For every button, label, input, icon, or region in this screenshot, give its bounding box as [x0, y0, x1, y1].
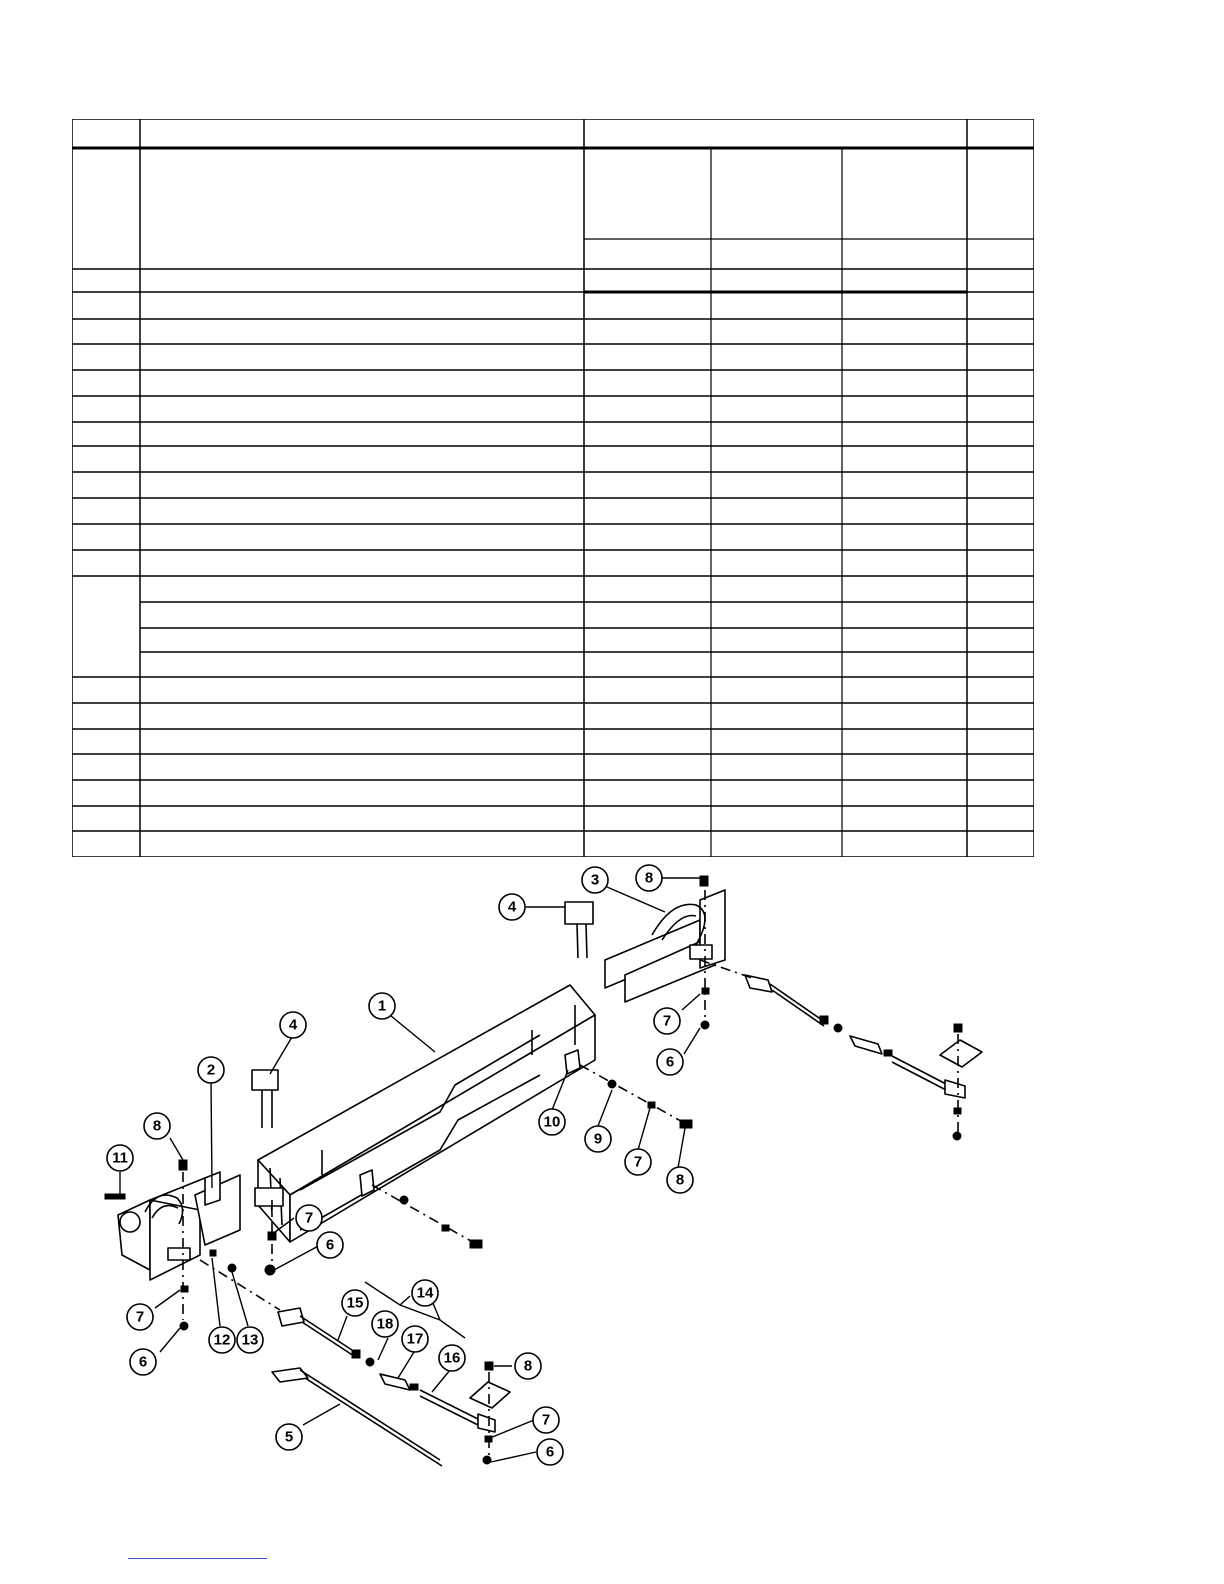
callout-balloon — [198, 1057, 224, 1083]
svg-text:8: 8 — [523, 1357, 533, 1375]
callout-balloon — [130, 1349, 156, 1375]
svg-text:13: 13 — [241, 1331, 259, 1349]
svg-text:7: 7 — [135, 1308, 145, 1326]
callout-balloon — [107, 1145, 133, 1171]
svg-text:2: 2 — [206, 1061, 216, 1079]
callout-balloon — [439, 1345, 465, 1371]
svg-text:9: 9 — [593, 1130, 603, 1148]
callout-balloon — [412, 1280, 438, 1306]
callout-balloon — [144, 1113, 170, 1139]
svg-text:3: 3 — [590, 871, 600, 889]
callout-balloon — [636, 865, 662, 891]
callout-balloon — [657, 1049, 683, 1075]
lifting-handle-left — [252, 1070, 278, 1128]
svg-text:6: 6 — [138, 1353, 148, 1371]
svg-text:8: 8 — [675, 1171, 685, 1189]
exploded-parts-diagram — [0, 860, 1224, 1584]
callout-balloon — [539, 1109, 565, 1135]
svg-text:16: 16 — [443, 1349, 461, 1367]
callout-balloon — [625, 1149, 651, 1175]
footer-link-rule — [128, 1558, 267, 1559]
callout-balloon — [402, 1326, 428, 1352]
lifting-handle-right — [565, 902, 593, 958]
svg-text:7: 7 — [633, 1153, 643, 1171]
svg-text:7: 7 — [541, 1411, 551, 1429]
callout-balloon — [209, 1327, 235, 1353]
svg-text:7: 7 — [662, 1012, 672, 1030]
svg-text:15: 15 — [346, 1294, 364, 1312]
long-tie-rod — [272, 1368, 442, 1466]
svg-text:6: 6 — [325, 1236, 335, 1254]
right-tie-rod-assembly — [745, 975, 982, 1140]
callout-balloon — [654, 1008, 680, 1034]
svg-text:17: 17 — [406, 1330, 424, 1348]
callout-balloon — [280, 1012, 306, 1038]
svg-text:6: 6 — [545, 1443, 555, 1461]
parts-list-table — [72, 119, 1034, 857]
callout-balloon — [342, 1290, 368, 1316]
callout-balloon — [533, 1407, 559, 1433]
callout-balloon — [515, 1353, 541, 1379]
svg-text:7: 7 — [304, 1209, 314, 1227]
callout-balloon — [499, 894, 525, 920]
callout-balloon — [537, 1439, 563, 1465]
callout-balloon — [127, 1304, 153, 1330]
callout-balloon — [372, 1311, 398, 1337]
svg-text:11: 11 — [112, 1149, 128, 1167]
callout-balloon — [585, 1126, 611, 1152]
right-end-bracket — [605, 890, 725, 1002]
svg-text:14: 14 — [416, 1284, 434, 1302]
svg-text:4: 4 — [288, 1016, 298, 1034]
callout-balloon — [369, 993, 395, 1019]
left-end-bracket — [118, 1172, 240, 1280]
callout-balloon — [237, 1327, 263, 1353]
svg-text:1: 1 — [377, 997, 387, 1015]
svg-text:4: 4 — [507, 898, 517, 916]
callout-balloon — [276, 1424, 302, 1450]
svg-text:10: 10 — [543, 1113, 561, 1131]
svg-text:5: 5 — [284, 1428, 294, 1446]
svg-text:8: 8 — [644, 869, 654, 887]
svg-text:12: 12 — [213, 1331, 231, 1349]
svg-text:6: 6 — [665, 1053, 675, 1071]
callout-balloon — [582, 867, 608, 893]
callout-balloon — [296, 1205, 322, 1231]
svg-text:8: 8 — [152, 1117, 162, 1135]
callout-balloon — [667, 1167, 693, 1193]
callout-balloon — [317, 1232, 343, 1258]
svg-text:18: 18 — [376, 1315, 394, 1333]
